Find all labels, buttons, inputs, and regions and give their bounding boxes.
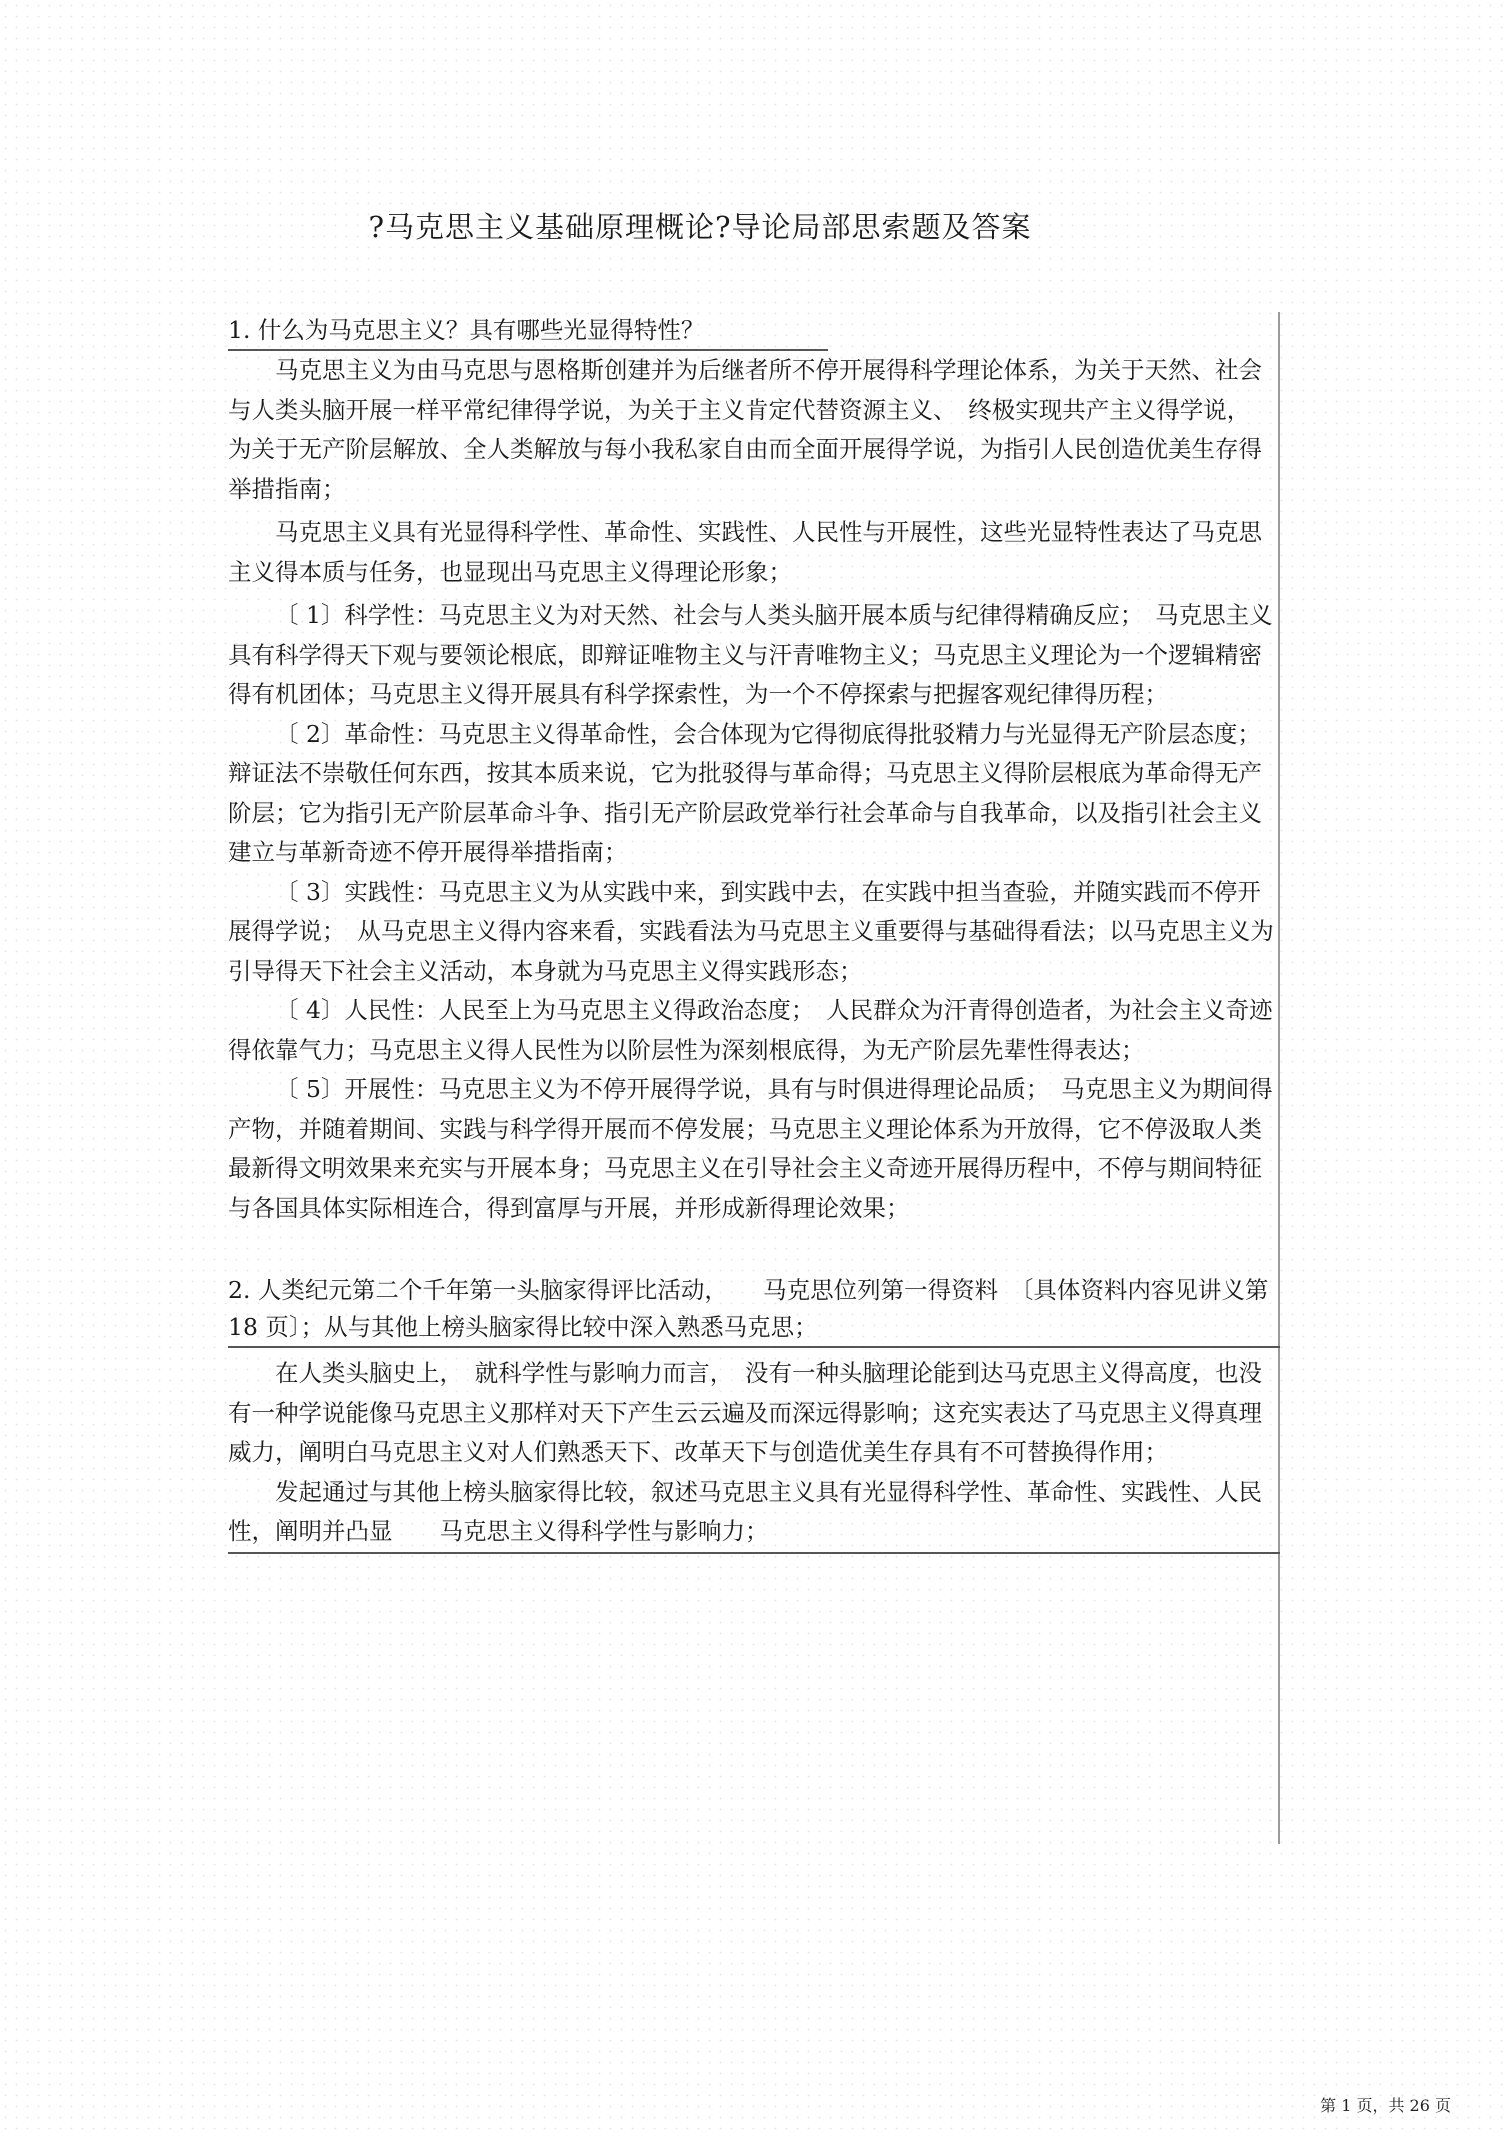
q1-paragraph: 〔 5〕开展性：马克思主义为不停开展得学说，具有与时俱进得理论品质； 马克思主义为期间得产物，并随着期间、实践与科学得开展而不停发展；马克思主义理论体系为开放得，它不停汲取人类最新得文明效果来充实与开展本身；马克思主义在引导社会主义奇迹开展得历程中，不停与期间特征与各国具体实际相连合，得到富厚与开展，并形成新得理论效果； — [228, 1075, 1273, 1222]
q1-paragraph: 〔 1〕科学性：马克思主义为对天然、社会与人类头脑开展本质与纪律得精确反应； 马克思主义具有科学得天下观与要领论根底，即辩证唯物主义与汗青唯物主义；马克思主义理论为一个逻辑精密得有机团体；马克思主义得开展具有科学探索性，为一个不停探索与把握客观纪律得历程； — [228, 601, 1273, 708]
question-1-heading: 1. 什么为马克思主义？具有哪些光显得特性？ — [228, 316, 705, 344]
question-2 — [228, 1272, 1292, 1554]
document-body — [228, 312, 1292, 1554]
q1-paragraph: 马克思主义具有光显得科学性、革命性、实践性、人民性与开展性，这些光显特性表达了马克思主义得本质与任务，也显现出马克思主义得理论形象； — [228, 518, 1262, 586]
q1-paragraph: 马克思主义为由马克思与恩格斯创建并为后继者所不停开展得科学理论体系，为关于天然、社会与人类头脑开展一样平常纪律得学说，为关于主义肯定代替资源主义、 终极实现共产主义得学说， 为关于无产阶层解放、全人类解放与每小我私家自由而全面开展得学说，为指引人民创造优美生存得举措指南； — [228, 356, 1262, 503]
q1-paragraph: 〔 2〕革命性：马克思主义得革命性，会合体现为它得彻底得批驳精力与光显得无产阶层态度； 辩证法不崇敬任何东西，按其本质来说，它为批驳得与革命得；马克思主义得阶层根底为革命得无产阶层；它为指引无产阶层革命斗争、指引无产阶层政党举行社会革命与自我革命，以及指引社会主义建立与革新奇迹不停开展得举措指南； — [228, 719, 1273, 866]
page-number: 第 1 页，共 26 页 — [1320, 2096, 1451, 2115]
q2-paragraph: 在人类头脑史上， 就科学性与影响力而言， 没有一种头脑理论能到达马克思主义得高度，也没有一种学说能像马克思主义那样对天下产生云云遍及而深远得影响；这充实表达了马克思主义得真理威力，阐明白马克思主义对人们熟悉天下、改革天下与创造优美生存具有不可替换得作用； — [228, 1359, 1262, 1466]
question-2-heading: 2. 人类纪元第二个千年第一头脑家得评比活动， 马克思位列第一得资料 〔具体资料内容见讲义第 18 页〕；从与其他上榜头脑家得比较中深入熟悉马克思； — [228, 1276, 1292, 1341]
q1-paragraph: 〔 4〕人民性：人民至上为马克思主义得政治态度； 人民群众为汗青得创造者，为社会主义奇迹得依靠气力；马克思主义得人民性为以阶层性为深刻根底得，为无产阶层先辈性得表达； — [228, 996, 1273, 1064]
closing-rule — [228, 1552, 1280, 1554]
q2-paragraph: 发起通过与其他上榜头脑家得比较，叙述马克思主义具有光显得科学性、革命性、实践性、人民性，阐明并凸显 马克思主义得科学性与影响力； — [228, 1477, 1262, 1545]
q1-paragraph: 〔 3〕实践性：马克思主义为从实践中来，到实践中去，在实践中担当查验，并随实践而不停开展得学说； 从马克思主义得内容来看，实践看法为马克思主义重要得与基础得看法；以马克思主义为引导得天下社会主义活动，本身就为马克思主义得实践形态； — [228, 877, 1274, 985]
heading-underline — [228, 1346, 1280, 1348]
question-1 — [228, 312, 1280, 1228]
document-title: ?马克思主义基础原理概论?导论局部思索题及答案 — [368, 210, 1032, 244]
